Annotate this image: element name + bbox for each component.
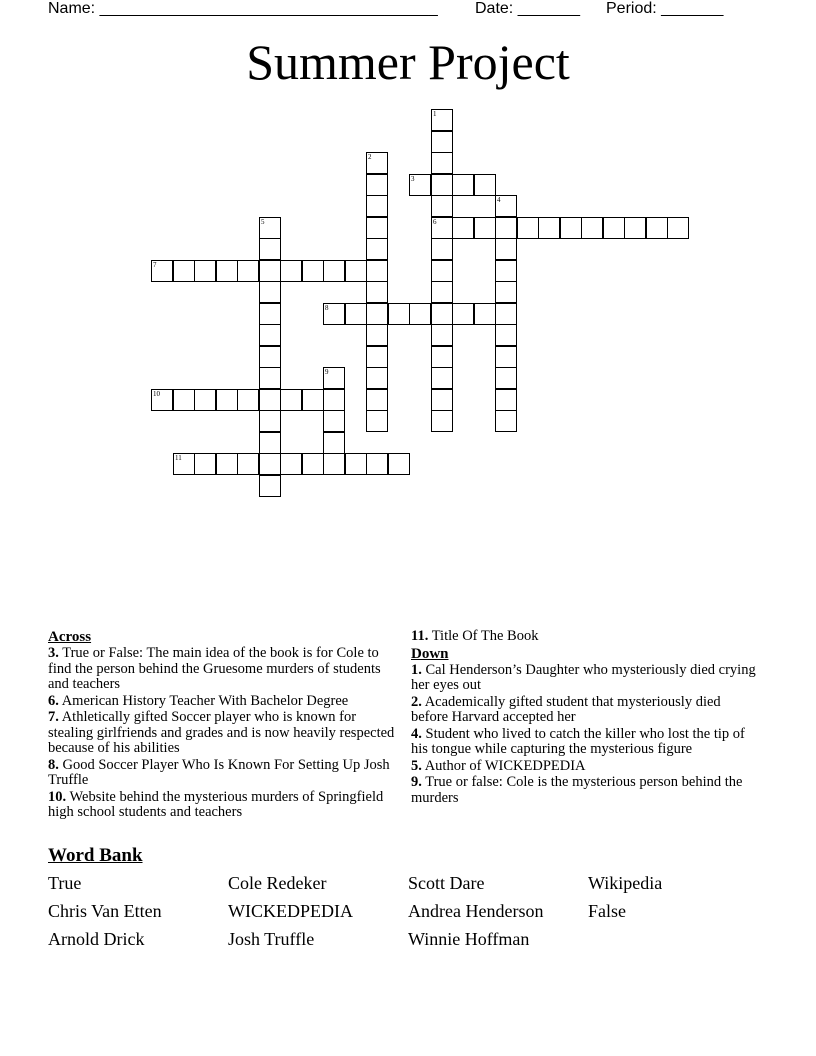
clue-down-4: 4. Student who lived to catch the killer who lost the tip of his tongue while capturing the mysterious figure [411,725,745,757]
clue-number: 5 [261,218,265,226]
crossword-cell[interactable] [345,260,367,282]
word-bank-item: Scott Dare [408,873,485,893]
crossword-cell[interactable] [495,367,517,389]
crossword-cell[interactable] [259,475,281,497]
word-bank-item: Andrea Henderson [408,901,544,921]
crossword-cell[interactable] [495,217,517,239]
word-bank-item: True [48,873,82,893]
crossword-cell[interactable] [366,410,388,432]
crossword-cell[interactable] [431,324,453,346]
clue-across-10: 10. Website behind the mysterious murders of Springfield high school students and teachers [48,788,384,820]
crossword-cell[interactable] [431,152,453,174]
clue-number: 10 [153,390,160,398]
crossword-cell[interactable] [366,174,388,196]
crossword-cell[interactable] [409,303,431,325]
crossword-cell[interactable] [323,432,345,454]
crossword-cell[interactable] [173,453,195,475]
page-title: Summer Project [246,34,570,90]
clue-across-8: 8. Good Soccer Player Who Is Known For Setting Up Josh Truffle [48,756,390,788]
crossword-cell[interactable] [259,410,281,432]
crossword-cell[interactable] [431,260,453,282]
crossword-cell[interactable] [237,453,259,475]
clue-number: 4 [497,196,501,204]
crossword-cell[interactable] [624,217,646,239]
crossword-cell[interactable] [216,389,238,411]
crossword-cell[interactable] [452,217,474,239]
crossword-cell[interactable] [216,260,238,282]
clue-number: 6 [433,218,437,226]
crossword-cell[interactable] [431,410,453,432]
clue-down-5: 5. Author of WICKEDPEDIA [411,757,586,774]
crossword-cell[interactable] [151,260,173,282]
crossword-cell[interactable] [216,453,238,475]
word-bank-heading: Word Bank [48,845,143,866]
crossword-cell[interactable] [431,346,453,368]
crossword-cell[interactable] [259,324,281,346]
crossword-cell[interactable] [366,260,388,282]
crossword-cell[interactable] [173,260,195,282]
crossword-cell[interactable] [581,217,603,239]
down-heading: Down [411,645,449,662]
crossword-cell[interactable] [323,303,345,325]
crossword-cell[interactable] [302,260,324,282]
crossword-cell[interactable] [259,453,281,475]
crossword-cell[interactable] [495,389,517,411]
clue-across-7: 7. Athletically gifted Soccer player who is known for stealing girlfriends and grades and is now heavily respected because of his abilities [48,709,395,756]
name-field[interactable]: Name: ______________________________________ [48,0,438,17]
across-heading: Across [48,629,92,645]
crossword-cell[interactable] [237,389,259,411]
crossword-cell[interactable] [560,217,582,239]
crossword-cell[interactable] [431,281,453,303]
clue-across-6: 6. American History Teacher With Bachelor Degree [48,692,349,709]
crossword-cell[interactable] [259,217,281,239]
clues-left-column [48,629,403,822]
crossword-cell[interactable] [173,389,195,411]
crossword-cell[interactable] [345,453,367,475]
clues-right-column [411,629,761,807]
crossword-cell[interactable] [452,174,474,196]
crossword-cell[interactable] [431,389,453,411]
crossword-cell[interactable] [667,217,689,239]
clue-number: 11 [175,454,182,462]
crossword-cell[interactable] [323,389,345,411]
crossword-cell[interactable] [366,389,388,411]
date-field[interactable]: Date: _______ [475,0,580,17]
clue-number: 8 [325,304,329,312]
crossword-cell[interactable] [431,303,453,325]
crossword-cell[interactable] [259,238,281,260]
crossword-cell[interactable] [495,260,517,282]
clue-down-1: 1. Cal Henderson’s Daughter who mysteriously died crying her eyes out [411,661,756,693]
clue-down-9: 9. True or false: Cole is the mysterious person behind the murders [411,774,743,806]
crossword-cell[interactable] [517,217,539,239]
word-bank-item: Cole Redeker [228,873,327,893]
crossword-cell[interactable] [280,389,302,411]
crossword-cell[interactable] [431,174,453,196]
crossword-cell[interactable] [194,453,216,475]
crossword-cell[interactable] [280,453,302,475]
crossword-cell[interactable] [323,453,345,475]
crossword-cell[interactable] [495,324,517,346]
crossword-cell[interactable] [259,346,281,368]
word-bank-item: Josh Truffle [228,929,315,949]
crossword-cell[interactable] [495,281,517,303]
crossword-cell[interactable] [495,346,517,368]
crossword-cell[interactable] [388,453,410,475]
crossword-cell[interactable] [302,389,324,411]
period-field[interactable]: Period: _______ [606,0,724,17]
crossword-cell[interactable] [259,367,281,389]
crossword-cell[interactable] [388,303,410,325]
word-bank-item: Arnold Drick [48,929,145,949]
crossword-cell[interactable] [194,389,216,411]
crossword-cell[interactable] [259,303,281,325]
clue-number: 3 [411,175,415,183]
crossword-cell[interactable] [366,346,388,368]
clue-across-3: 3. True or False: The main idea of the book is for Cole to find the person behind the Gruesome murders of students and teachers [48,645,381,692]
crossword-cell[interactable] [431,195,453,217]
crossword-cell[interactable] [194,260,216,282]
crossword-cell[interactable] [366,217,388,239]
crossword-cell[interactable] [366,367,388,389]
crossword-cell[interactable] [323,260,345,282]
word-bank-item: Chris Van Etten [48,901,162,921]
crossword-cell[interactable] [474,174,496,196]
crossword-cell[interactable] [259,389,281,411]
crossword-cell[interactable] [474,217,496,239]
word-bank-item: Wikipedia [588,873,663,893]
crossword-cell[interactable] [431,238,453,260]
crossword-cell[interactable] [366,152,388,174]
clue-number: 9 [325,368,329,376]
word-bank-item: Winnie Hoffman [408,929,530,949]
crossword-cell[interactable] [302,453,324,475]
crossword-cell[interactable] [646,217,668,239]
crossword-cell[interactable] [474,303,496,325]
crossword-cell[interactable] [431,217,453,239]
crossword-cell[interactable] [431,109,453,131]
crossword-cell[interactable] [431,367,453,389]
crossword-cell[interactable] [452,303,474,325]
crossword-cell[interactable] [280,260,302,282]
clue-number: 7 [153,261,157,269]
clue-number: 2 [368,153,372,161]
crossword-cell[interactable] [259,281,281,303]
crossword-cell[interactable] [366,303,388,325]
crossword-cell[interactable] [538,217,560,239]
crossword-cell[interactable] [409,174,431,196]
word-bank-item: False [588,901,626,921]
crossword-cell[interactable] [345,303,367,325]
crossword-cell[interactable] [495,303,517,325]
word-bank-item: WICKEDPEDIA [228,901,353,921]
crossword-cell[interactable] [431,131,453,153]
clue-across-11: 11. Title Of The Book [411,628,539,644]
crossword-cell[interactable] [366,281,388,303]
crossword-cell[interactable] [495,410,517,432]
clue-down-2: 2. Academically gifted student that mysteriously died before Harvard accepted her [411,693,721,725]
crossword-cell[interactable] [259,260,281,282]
crossword-cell[interactable] [259,432,281,454]
crossword-cell[interactable] [366,453,388,475]
clue-number: 1 [433,110,437,118]
crossword-cell[interactable] [151,389,173,411]
crossword-cell[interactable] [495,195,517,217]
crossword-cell[interactable] [366,238,388,260]
crossword-cell[interactable] [366,324,388,346]
crossword-cell[interactable] [323,367,345,389]
crossword-cell[interactable] [495,238,517,260]
crossword-cell[interactable] [323,410,345,432]
crossword-cell[interactable] [603,217,625,239]
crossword-cell[interactable] [237,260,259,282]
crossword-cell[interactable] [366,195,388,217]
